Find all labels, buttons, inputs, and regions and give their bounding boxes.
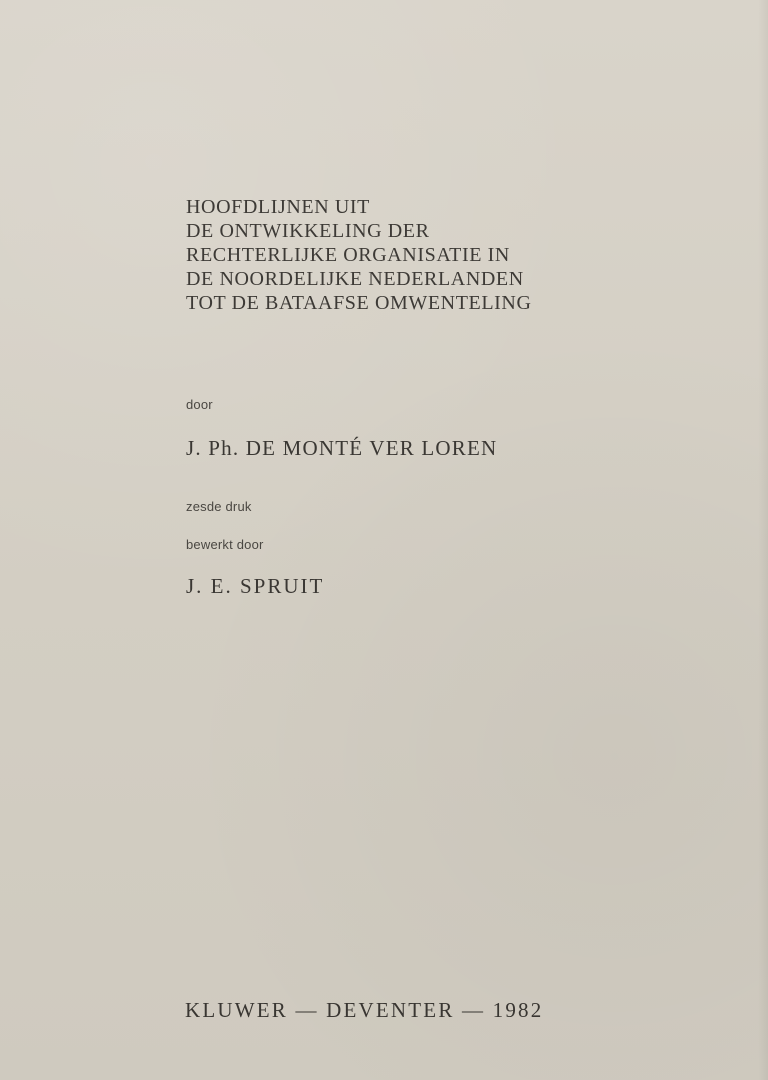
title-line: DE ONTWIKKELING DER	[186, 220, 430, 242]
editor-name: J. E. SPRUIT	[186, 574, 325, 598]
author-name: J. Ph. DE MONTÉ VER LOREN	[186, 436, 498, 460]
publisher-imprint: KLUWER — DEVENTER — 1982	[185, 998, 544, 1022]
page-edge-shadow	[758, 0, 768, 1080]
title-line: DE NOORDELIJKE NEDERLANDEN	[186, 268, 524, 290]
title-line: RECHTERLIJKE ORGANISATIE IN	[186, 244, 510, 266]
edition-label: zesde druk	[186, 499, 252, 514]
book-title	[186, 195, 532, 315]
edited-by-label: bewerkt door	[186, 537, 264, 552]
by-label: door	[186, 397, 213, 412]
title-line: HOOFDLIJNEN UIT	[186, 196, 370, 218]
title-line: TOT DE BATAAFSE OMWENTELING	[186, 292, 532, 314]
